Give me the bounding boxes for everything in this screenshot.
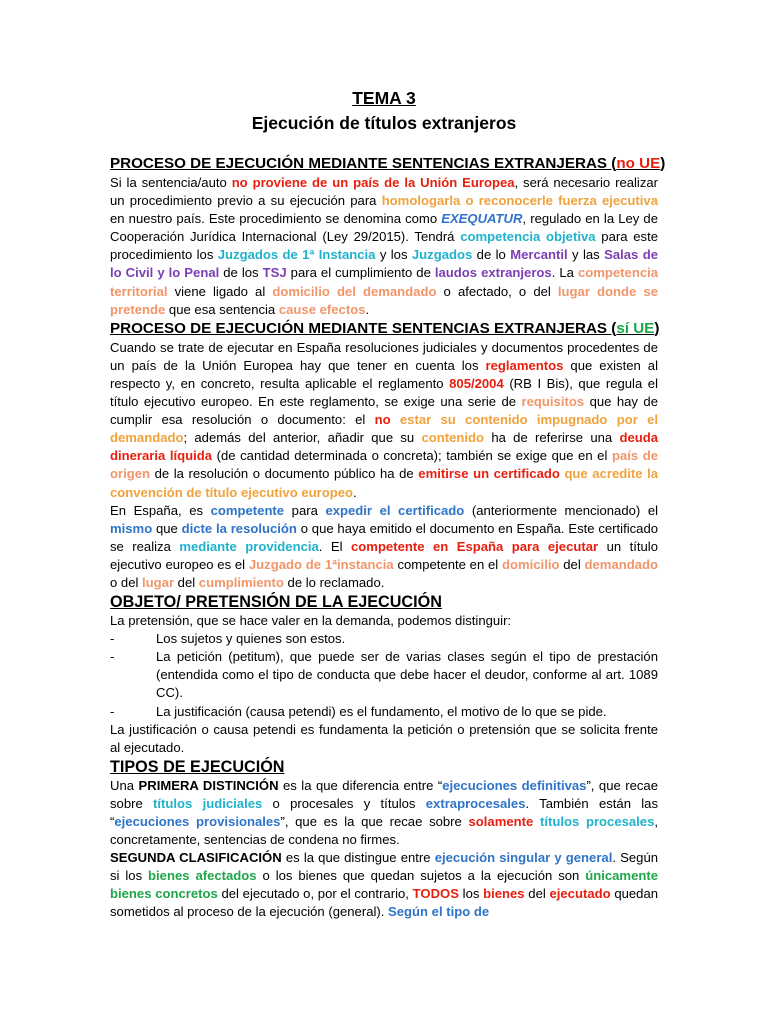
section-heading-no-ue: PROCESO DE EJECUCIÓN MEDIANTE SENTENCIAS EXTRANJERAS (no UE): [110, 155, 666, 172]
tema-title: TEMA 3: [352, 88, 416, 108]
section-heading-objeto: OBJETO/ PRETENSIÓN DE LA EJECUCIÓN: [110, 593, 442, 612]
paragraph-si-ue-1: Cuando se trate de ejecutar en España resoluciones judiciales y documentos procedentes de un país de la Unión Europea hay que tener en cuenta los reglamentos que existen al respecto y, en concreto, resulta aplicable el reglamento 805/2004 (RB I Bis), que regula el título ejecutivo europeo. En este reglamento, se exige una serie de requisitos que hay de cumplir esa resolución o documento: el no estar su contenido impugnado por el demandado; además del anterior, añadir que su contenido ha de referirse una deuda dineraria líquida (de cantidad determinada o concreta); también se exige que en el país de origen de la resolución o documento público ha de emitirse un certificado que acredite la convención de título ejecutivo europeo.: [110, 339, 659, 500]
list-item: - Los sujetos y quienes son estos.: [110, 630, 658, 648]
paragraph-objeto-outro: La justificación o causa petendi es fundamenta la petición o pretensión que se solicita frente al ejecutado.: [110, 721, 658, 755]
document-title: Ejecución de títulos extranjeros: [251, 113, 517, 133]
paragraph-si-ue-2: En España, es competente para expedir el certificado (anteriormente mencionado) el mismo que dicte la resolución o que haya emitido el documento en España. Este certificado se realiza mediante providencia. El competente en España para ejecutar un título ejecutivo europeo es el Juzgado de 1ªinstancia competente en el domicilio del demandado o del lugar del cumplimiento de lo reclamado.: [110, 502, 659, 590]
list-item: - La justificación (causa petendi) es el fundamento, el motivo de lo que se pide.: [110, 703, 658, 721]
list-dash: -: [110, 631, 115, 647]
paragraph-tipos-2: SEGUNDA CLASIFICACIÓN es la que distingue entre ejecución singular y general. Según si los bienes afectados o los bienes que quedan sujetos a la ejecución son únicamente bienes concretos del ejecutado o, por el contrario, TODOS los bienes del ejecutado quedan sometidos al proceso de la ejecución (general). Según el tipo de: [110, 850, 659, 920]
paragraph-objeto-intro: La pretensión, que se hace valer en la demanda, podemos distinguir:: [110, 613, 512, 629]
list-dash: -: [110, 649, 115, 665]
document-header: [110, 86, 658, 136]
list-item: - La petición (petitum), que puede ser de varias clases según el tipo de prestación (entendida como el tipo de conducta que debe hacer el deudor, conforme al art. 1089 CC).: [110, 648, 658, 702]
paragraph-no-ue: Si la sentencia/auto no proviene de un país de la Unión Europea, será necesario realizar un procedimiento previo a su ejecución para homologarla o reconocerle fuerza ejecutiva en nuestro país. Este procedimiento se denomina como EXEQUATUR, regulado en la Ley de Cooperación Jurídica Internacional (Ley 29/2015). Tendrá competencia objetiva para este procedimiento los Juzgados de 1ª Instancia y los Juzgados de lo Mercantil y las Salas de lo Civil y lo Penal de los TSJ para el cumplimiento de laudos extranjeros. La competencia territorial viene ligado al domicilio del demandado o afectado, o del lugar donde se pretende que esa sentencia cause efectos.: [110, 175, 659, 317]
section-heading-tipos: TIPOS DE EJECUCIÓN: [110, 757, 285, 776]
list-dash: -: [110, 703, 115, 719]
section-heading-si-ue: PROCESO DE EJECUCIÓN MEDIANTE SENTENCIAS EXTRANJERAS (sí UE): [110, 319, 660, 337]
paragraph-tipos-1: Una PRIMERA DISTINCIÓN es la que diferencia entre “ejecuciones definitivas”, que recae sobre títulos judiciales o procesales y títulos extraprocesales. También están las “ejecuciones provisionales”, que es la que recae sobre solamente títulos procesales, concretamente, sentencias de condena no firmes.: [110, 777, 659, 848]
